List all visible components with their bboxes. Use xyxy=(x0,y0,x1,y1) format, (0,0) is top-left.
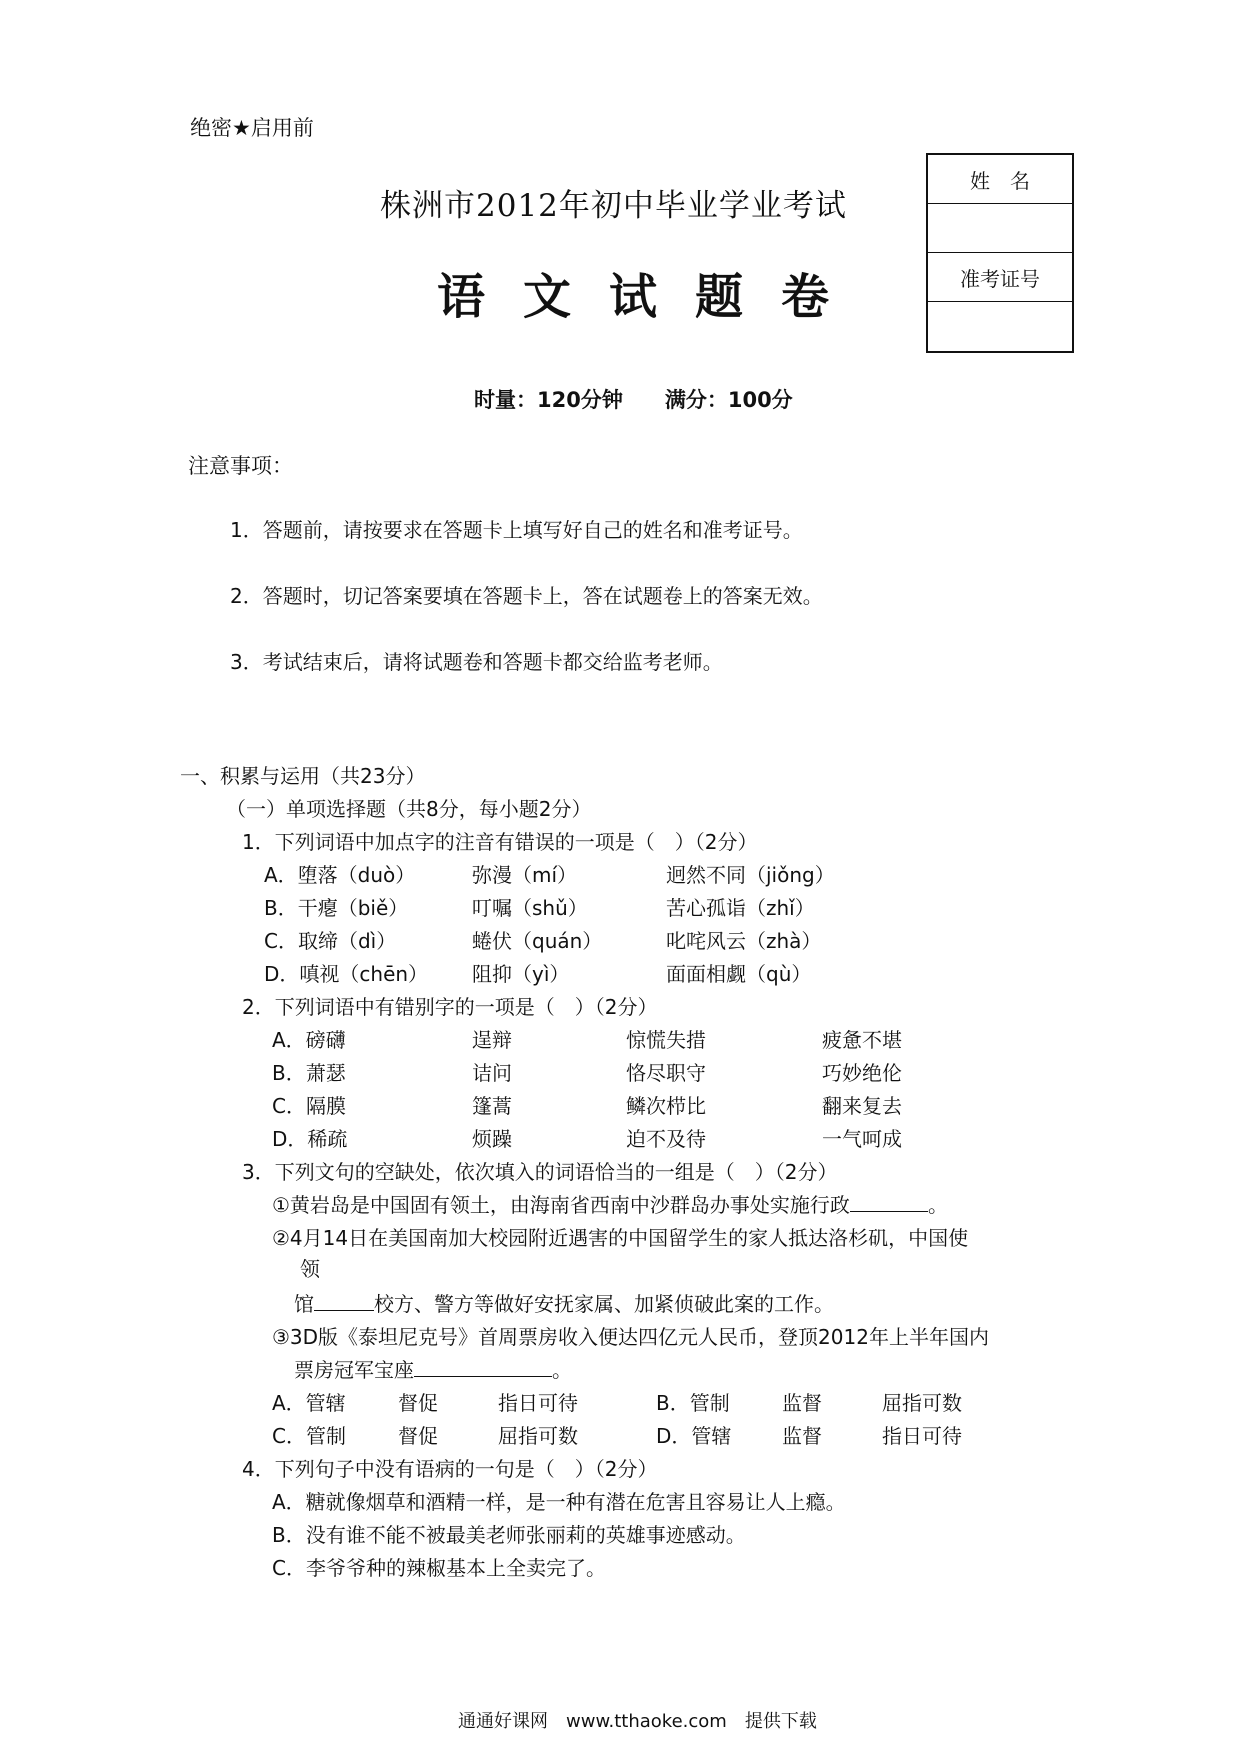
q2-option: 篷蒿 xyxy=(472,1094,512,1118)
q1-option: B．干瘪（biě） xyxy=(264,896,409,920)
name-label: 姓 名 xyxy=(928,155,1072,204)
score-label: 满分： xyxy=(664,388,728,412)
note-item: 2．答题时，切记答案要填在答题卡上，答在试题卷上的答案无效。 xyxy=(230,584,823,608)
q3-option: 指日可待 xyxy=(882,1424,962,1448)
exam-title: 株洲市2012年初中毕业学业考试 xyxy=(380,188,847,224)
time-value: 120分钟 xyxy=(537,388,623,412)
q3-option: 指日可待 xyxy=(498,1391,578,1415)
q3-option: C．管制 xyxy=(272,1424,346,1448)
q4-option: B．没有谁不能不被最美老师张丽莉的英雄事迹感动。 xyxy=(272,1523,746,1547)
q1-option: 叱咤风云（zhà） xyxy=(666,929,822,953)
q2-option: 恪尽职守 xyxy=(626,1061,706,1085)
q1-option: 弥漫（mí） xyxy=(472,863,578,887)
q1-option: A．堕落（duò） xyxy=(264,863,416,887)
q1-option: C．取缔（dì） xyxy=(264,929,397,953)
q2-option: D．稀疏 xyxy=(272,1127,348,1151)
q3-option: 监督 xyxy=(782,1424,822,1448)
q3-sentence-2d-text: 校方、警方等做好安抚家属、加紧侦破此案的工作。 xyxy=(374,1292,834,1316)
q3-sentence-1-end: 。 xyxy=(927,1193,948,1217)
q3-sentence-3a: ③3D版《泰坦尼克号》首周票房收入便达四亿元人民币，登顶2012年上半年国内 xyxy=(272,1325,989,1349)
time-score-line xyxy=(474,384,793,414)
fill-blank xyxy=(314,1292,374,1311)
q2-option: 惊慌失措 xyxy=(626,1028,706,1052)
section-title: 一、积累与运用（共23分） xyxy=(180,764,426,788)
q3-option: 屈指可数 xyxy=(498,1424,578,1448)
q2-option: 迫不及待 xyxy=(626,1127,706,1151)
q1-option: D．嗔视（chēn） xyxy=(264,962,429,986)
q2-option: C．隔膜 xyxy=(272,1094,346,1118)
q2-option: B．萧瑟 xyxy=(272,1061,346,1085)
q1-option: 苦心孤诣（zhǐ） xyxy=(666,896,815,920)
q3-option: D．管辖 xyxy=(656,1424,732,1448)
question-1-stem: 1．下列词语中加点字的注音有错误的一项是（ ）（2分） xyxy=(242,830,758,854)
q2-option: 逞辩 xyxy=(472,1028,512,1052)
q2-option: A．磅礴 xyxy=(272,1028,346,1052)
note-item: 3．考试结束后，请将试题卷和答题卡都交给监考老师。 xyxy=(230,650,723,674)
q1-option: 迥然不同（jiǒng） xyxy=(666,863,835,887)
q3-option: 督促 xyxy=(398,1424,438,1448)
question-2-stem: 2．下列词语中有错别字的一项是（ ）（2分） xyxy=(242,995,658,1019)
q2-option: 疲惫不堪 xyxy=(822,1028,902,1052)
q3-sentence-2b: 领 xyxy=(300,1257,320,1281)
q4-option: C．李爷爷种的辣椒基本上全卖完了。 xyxy=(272,1556,606,1580)
q3-option: 监督 xyxy=(782,1391,822,1415)
q3-sentence-2c xyxy=(294,1288,834,1317)
question-3-stem: 3．下列文句的空缺处，依次填入的词语恰当的一组是（ ）（2分） xyxy=(242,1160,838,1184)
q1-option: 阻抑（yì） xyxy=(472,962,570,986)
notes-title: 注意事项： xyxy=(188,454,293,478)
q3-sentence-1-text: ①黄岩岛是中国固有领土，由海南省西南中沙群岛办事处实施行政 xyxy=(272,1193,850,1217)
q3-sentence-3b xyxy=(294,1354,572,1383)
fill-blank xyxy=(414,1358,552,1377)
q3-option: A．管辖 xyxy=(272,1391,346,1415)
name-field xyxy=(928,204,1072,253)
q2-option: 翻来复去 xyxy=(822,1094,902,1118)
q1-option: 面面相觑（qù） xyxy=(666,962,812,986)
exam-id-label: 准考证号 xyxy=(928,253,1072,302)
subsection-title: （一）单项选择题（共8分，每小题2分） xyxy=(226,797,592,821)
q3-option: 屈指可数 xyxy=(882,1391,962,1415)
note-item: 1．答题前，请按要求在答题卡上填写好自己的姓名和准考证号。 xyxy=(230,518,803,542)
q3-sentence-3-end: 。 xyxy=(552,1358,572,1382)
q3-sentence-1 xyxy=(272,1189,948,1218)
page-footer: 通通好课网 www.tthaoke.com 提供下载 xyxy=(458,1711,817,1732)
q2-option: 鳞次栉比 xyxy=(626,1094,706,1118)
fill-blank xyxy=(850,1193,928,1212)
score-value: 100分 xyxy=(727,388,793,412)
subject-title: 语文试题卷 xyxy=(437,269,868,325)
q3-sentence-3b-text: 票房冠军宝座 xyxy=(294,1358,414,1382)
question-4-stem: 4．下列句子中没有语病的一句是（ ）（2分） xyxy=(242,1457,658,1481)
exam-id-field xyxy=(928,302,1072,351)
q2-option: 巧妙绝伦 xyxy=(822,1061,902,1085)
q2-option: 诘问 xyxy=(472,1061,512,1085)
q2-option: 烦躁 xyxy=(472,1127,512,1151)
q1-option: 蜷伏（quán） xyxy=(472,929,603,953)
q3-sentence-2a: ②4月14日在美国南加大校园附近遇害的中国留学生的家人抵达洛杉矶，中国使 xyxy=(272,1226,969,1250)
q3-option: 督促 xyxy=(398,1391,438,1415)
q3-option: B．管制 xyxy=(656,1391,730,1415)
q3-sentence-2c-text: 馆 xyxy=(294,1292,314,1316)
q1-option: 叮嘱（shǔ） xyxy=(472,896,588,920)
time-label: 时量： xyxy=(474,388,537,412)
q4-option: A．糖就像烟草和酒精一样，是一种有潜在危害且容易让人上瘾。 xyxy=(272,1490,846,1514)
q2-option: 一气呵成 xyxy=(822,1127,902,1151)
candidate-info-box xyxy=(926,153,1074,353)
confidential-mark: 绝密★启用前 xyxy=(190,116,314,140)
